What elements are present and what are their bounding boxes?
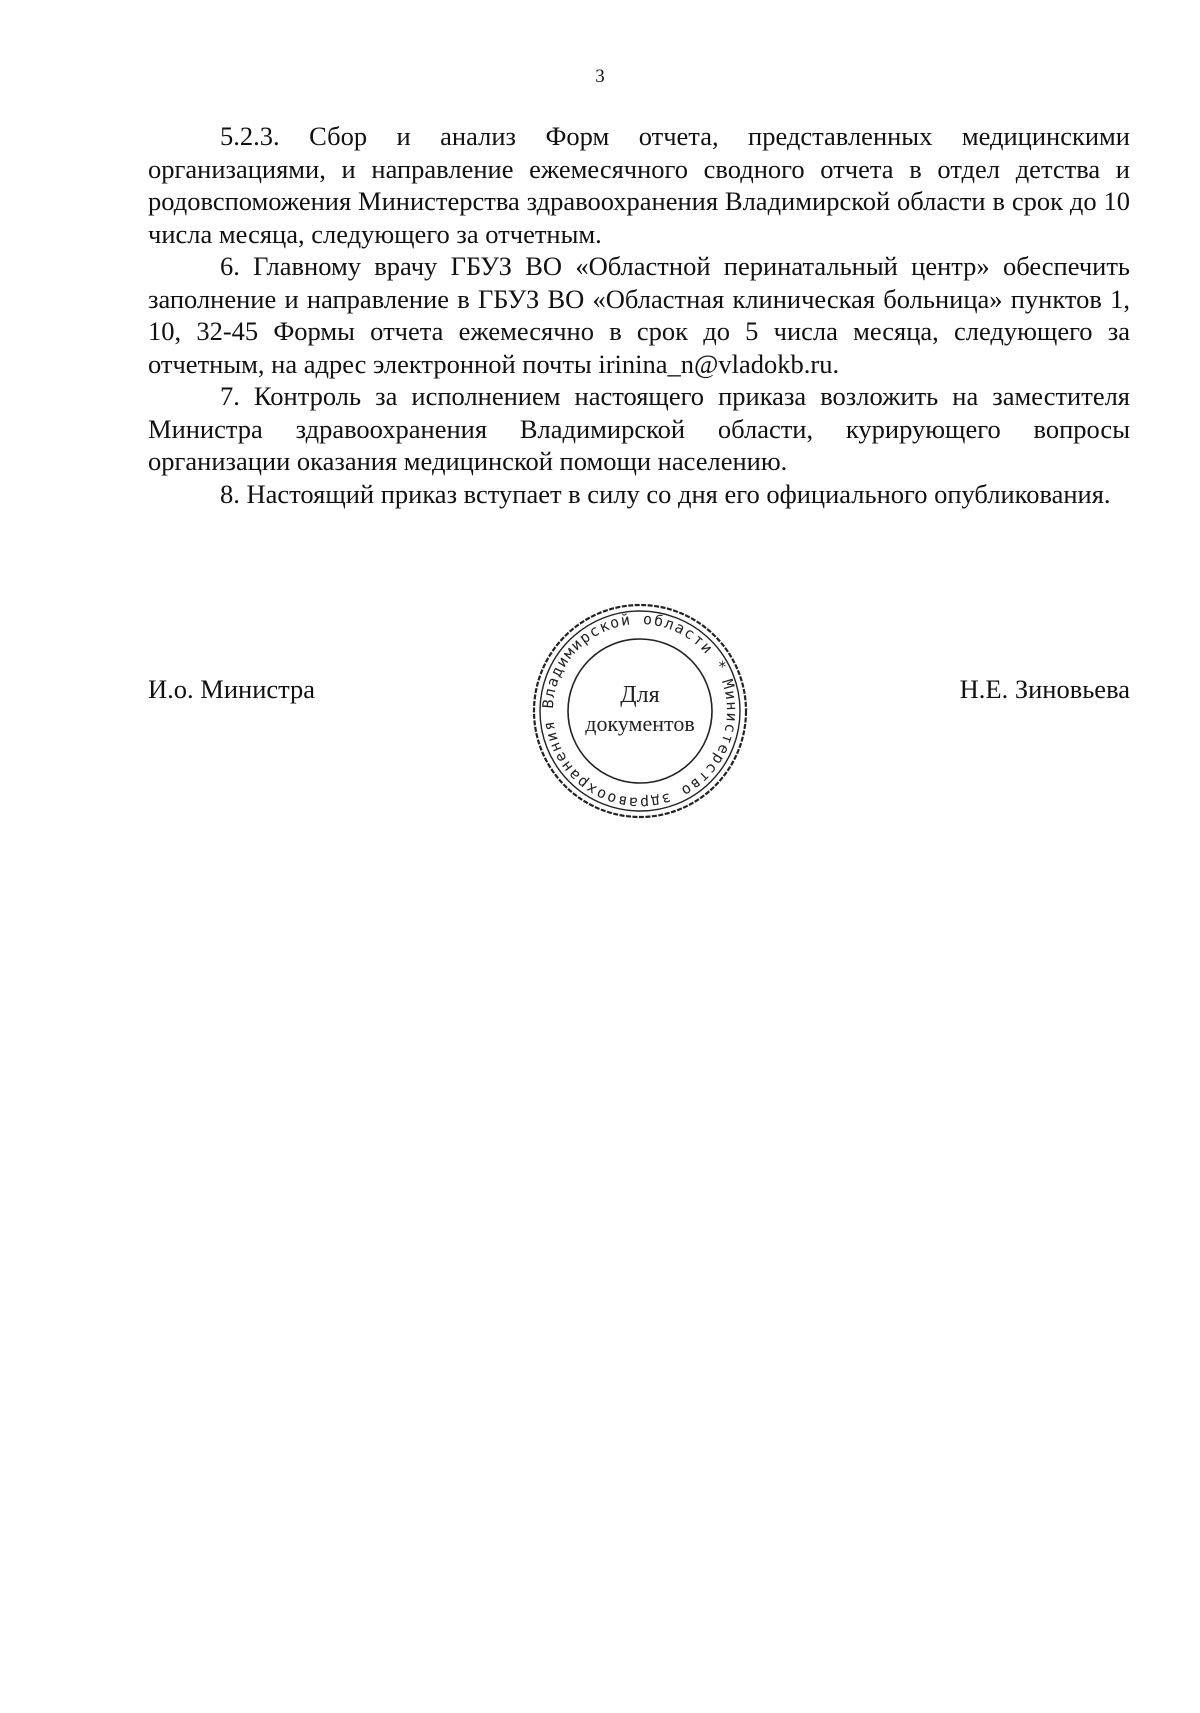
stamp-center-line1: Для xyxy=(620,682,660,708)
paragraph-7: 7. Контроль за исполнением настоящего приказа возложить на заместителя Министра здравоохранения Владимирской области, курирующего вопросы организации оказания медицинской помощи населению. xyxy=(148,381,1130,476)
signatory-position: И.о. Министра xyxy=(148,674,316,704)
document-body xyxy=(148,120,1130,510)
stamp-ring-text: Министерство здравоохранения Владимирской области * xyxy=(538,609,742,813)
paragraph-5-2-3: 5.2.3. Сбор и анализ Форм отчета, представленных медицинскими организациями, и направление ежемесячного сводного отчета в отдел детства и родовспоможения Министерства здравоохранения Владимирской области в срок до 10 числа месяца, следующего за отчетным. xyxy=(148,121,1130,249)
paragraph-6: 6. Главному врачу ГБУЗ ВО «Областной перинатальный центр» обеспечить заполнение и направление в ГБУЗ ВО «Областная клиническая больница» пунктов 1, 10, 32-45 Формы отчета ежемесячно в срок до 5 числа месяца, следующего за отчетным, на адрес электронной почты irinina_n@vladokb.ru. xyxy=(148,251,1130,379)
page-number: 3 xyxy=(595,66,605,87)
signatory-name: Н.Е. Зиновьева xyxy=(959,674,1130,704)
stamp-center-line2: документов xyxy=(585,711,695,736)
official-stamp xyxy=(530,601,750,821)
paragraph-8: 8. Настоящий приказ вступает в силу со дня его официального опубликования. xyxy=(220,478,1111,509)
